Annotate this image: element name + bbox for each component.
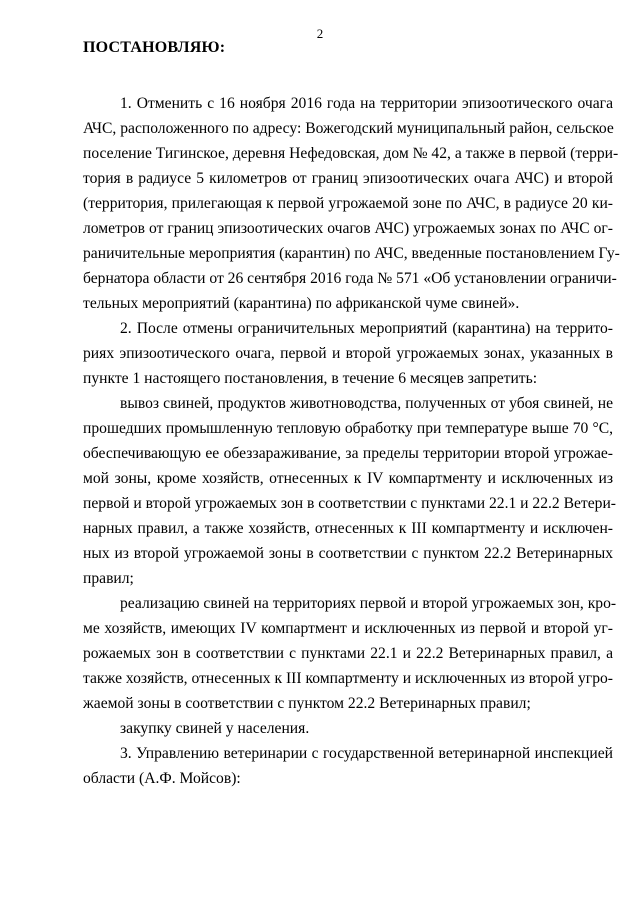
document-body xyxy=(83,91,620,791)
paragraph-line: 3. Управлению ветеринарии с государственной ветеринарной инспекцией xyxy=(120,745,613,762)
paragraph-2 xyxy=(83,316,613,391)
paragraph-line: тельных мероприятий (карантина) по африканской чуме свиней». xyxy=(83,295,520,312)
paragraph-line: ных из второй угрожаемой зоны в соответствии с пунктом 22.2 Ветеринарных xyxy=(83,545,613,562)
paragraph-line: мой зоны, кроме хозяйств, отнесенных к IV компартменту и исключенных из xyxy=(83,470,613,487)
paragraph-2-purchase-ban xyxy=(83,716,613,741)
paragraph-line: риях эпизоотического очага, первой и второй угрожаемых зонах, указанных в xyxy=(83,345,613,362)
paragraph-line: также хозяйств, отнесенных к III компартменту и исключенных из второй угро- xyxy=(83,670,613,687)
paragraph-line: закупку свиней у населения. xyxy=(120,720,310,737)
paragraph-3 xyxy=(83,741,613,791)
paragraph-line: поселение Тигинское, деревня Нефедовская, дом № 42, а также в первой (терри- xyxy=(83,145,619,162)
paragraph-2-sale-ban xyxy=(83,591,617,716)
paragraph-line: первой и второй угрожаемых зон в соответствии с пунктами 22.1 и 22.2 Ветери- xyxy=(83,495,616,512)
paragraph-line: тория в радиусе 5 километров от границ эпизоотических очага АЧС) и второй xyxy=(83,170,613,187)
paragraph-line: (территория, прилегающая к первой угрожаемой зоне по АЧС, в радиусе 20 ки- xyxy=(83,195,613,212)
paragraph-1 xyxy=(83,91,620,316)
document-heading: ПОСТАНОВЛЯЮ: xyxy=(83,39,226,56)
paragraph-line: правил; xyxy=(83,570,134,587)
paragraph-line: ме хозяйств, имеющих IV компартмент и исключенных из первой и второй уг- xyxy=(83,620,613,637)
paragraph-line: области (А.Ф. Мойсов): xyxy=(83,770,241,787)
paragraph-line: обеспечивающую ее обеззараживание, за пределы территории второй угрожае- xyxy=(83,445,613,462)
paragraph-line: рожаемых зон в соответствии с пунктами 22.1 и 22.2 Ветеринарных правил, а xyxy=(83,645,613,662)
paragraph-line: 1. Отменить с 16 ноября 2016 года на территории эпизоотического очага xyxy=(120,95,613,112)
paragraph-line: реализацию свиней на территориях первой и второй угрожаемых зон, кро- xyxy=(120,595,617,612)
paragraph-line: прошедших промышленную тепловую обработку при температуре выше 70 °С, xyxy=(83,420,613,437)
paragraph-line: пункте 1 настоящего постановления, в течение 6 месяцев запретить: xyxy=(83,370,538,387)
paragraph-line: лометров от границ эпизоотических очагов АЧС) угрожаемых зонах по АЧС ог- xyxy=(83,220,613,237)
paragraph-2-export-ban xyxy=(83,391,616,591)
paragraph-line: АЧС, расположенного по адресу: Вожегодский муниципальный район, сельское xyxy=(83,120,614,137)
paragraph-line: нарных правил, а также хозяйств, отнесенных к III компартменту и исключен- xyxy=(83,520,613,537)
paragraph-line: 2. После отмены ограничительных мероприятий (карантина) на террито- xyxy=(120,320,613,337)
page-number: 2 xyxy=(316,26,324,41)
paragraph-line: бернатора области от 26 сентября 2016 года № 571 «Об установлении ограничи- xyxy=(83,270,617,287)
paragraph-line: вывоз свиней, продуктов животноводства, полученных от убоя свиней, не xyxy=(120,395,613,412)
paragraph-line: жаемой зоны в соответствии с пунктом 22.2 Ветеринарных правил; xyxy=(83,695,531,712)
paragraph-line: раничительные мероприятия (карантин) по АЧС, введенные постановлением Гу- xyxy=(83,245,620,262)
